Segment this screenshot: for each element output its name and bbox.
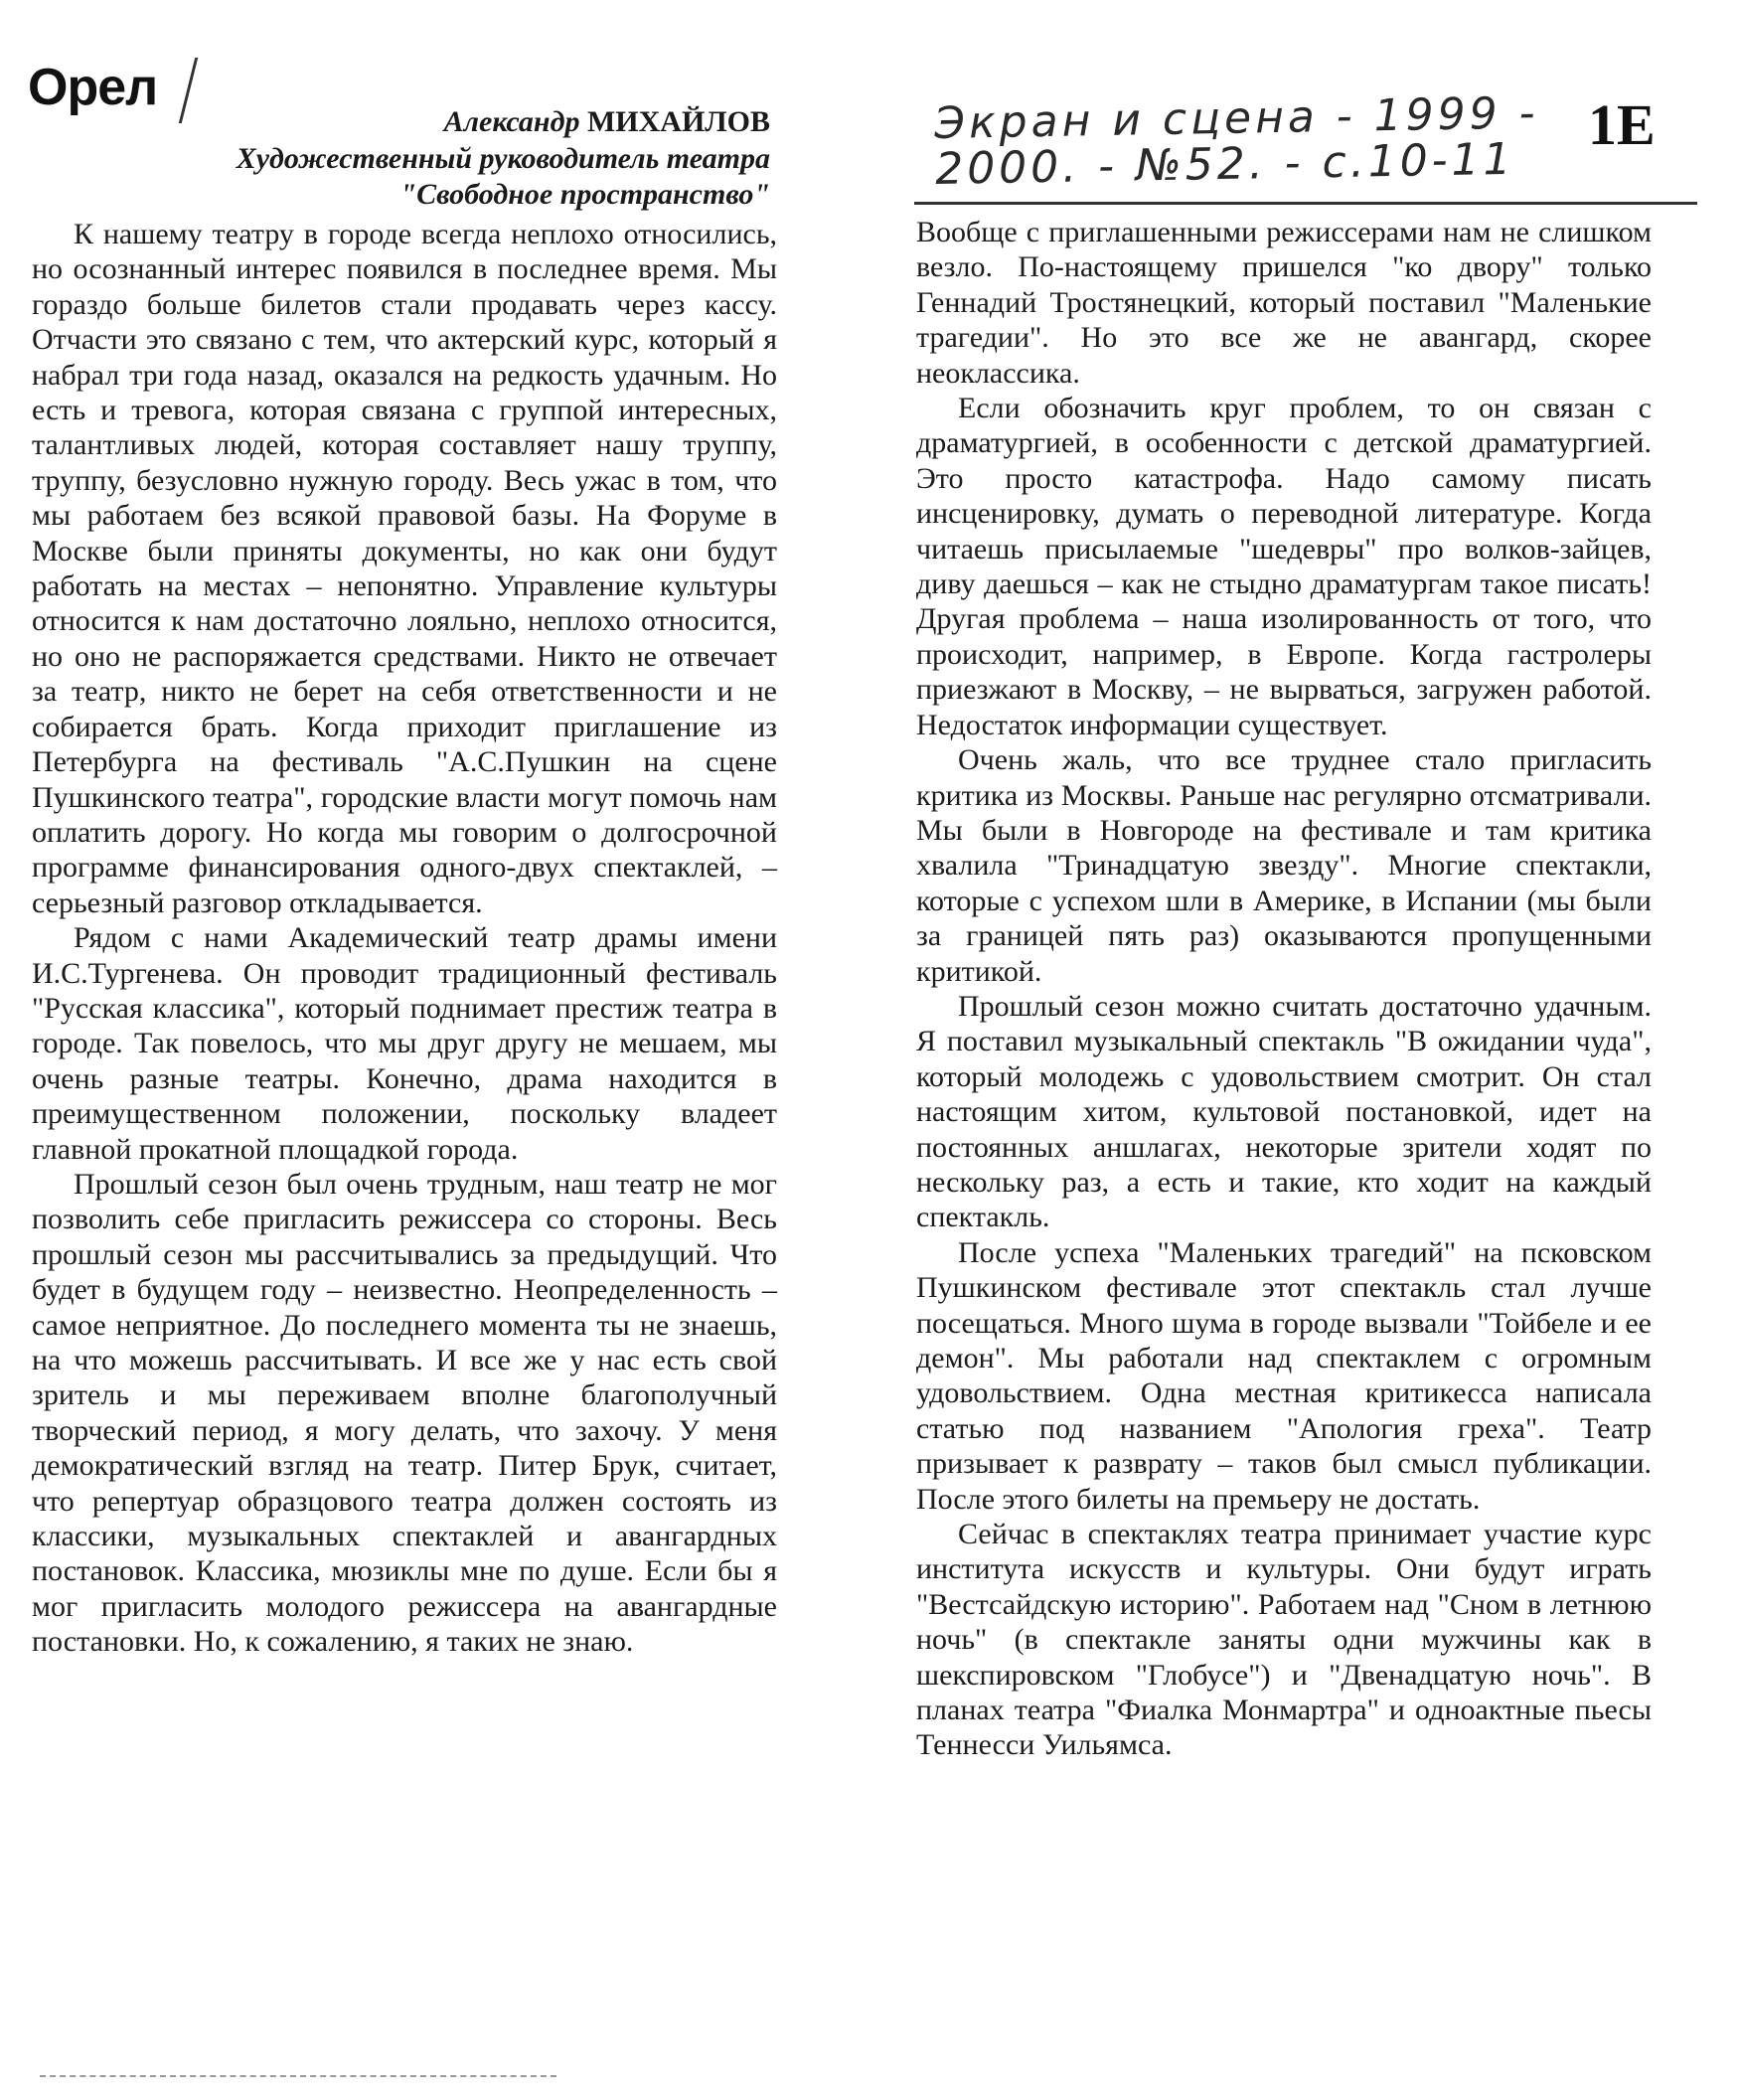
- author-position-line2: "Свободное пространство": [399, 178, 770, 211]
- handwritten-source-note: [933, 87, 1540, 195]
- byline: [237, 103, 770, 213]
- paragraph: После успеха "Маленьких трагедий" на псковском Пушкинском фестивале этот спектакль стал лучше посещаться. Много шума в городе вызвали "Тойбеле и ее демон". Мы работали над спектаклем с огромным удовольствием. Одна местная критикесса написала статью под названием "Апология греха". Театр призывает к разврату – таков был смысл публикации. После этого билеты на премьеру не достать.: [916, 1235, 1652, 1516]
- paragraph: Сейчас в спектаклях театра принимает участие курс института искусств и культуры. Они будут играть "Вестсайдскую историю". Работаем над "Сном в летнюю ночь" (в спектакле заняты одни мужчины как в шекспировском "Глобусе") и "Двенадцатую ночь". В планах театра "Фиалка Монмартра" и одноактные пьесы Теннесси Уильямса.: [916, 1518, 1652, 1762]
- scan-artifact: [40, 2075, 556, 2077]
- paragraph: Вообще с приглашенными режиссерами нам не слишком везло. По-настоящему пришелся "ко двору" только Геннадий Тростянецкий, который поставил "Маленькие трагедии". Но это все же не авангард, скорее неоклассика.: [916, 216, 1652, 390]
- author-name: [237, 103, 770, 141]
- city-heading: Орел: [28, 59, 158, 116]
- paragraph: Очень жаль, что все труднее стало пригласить критика из Москвы. Раньше нас регулярно отсматривали. Мы были в Новгороде на фестивале и там критика хвалила "Тринадцатую звезду". Многие спектакли, которые с успехом шли в Америке, в Испании (мы были за границей пять раз) оказываются пропущенными критикой.: [916, 743, 1652, 988]
- paragraph: Рядом с нами Академический театр драмы имени И.С.Тургенева. Он проводит традиционный фестиваль "Русская классика", который поднимает престиж театра в городе. Так повелось, что мы друг другу не мешаем, мы очень разные театры. Конечно, драма находится в преимущественном положении, поскольку владеет главной прокатной площадкой города.: [32, 921, 777, 1166]
- author-position-line1: Художественный руководитель театра: [236, 142, 770, 175]
- header-rule: [914, 202, 1697, 205]
- article-column-2: [916, 215, 1652, 1763]
- paragraph: К нашему театру в городе всегда неплохо относились, но осознанный интерес появился в последнее время. Мы гораздо больше билетов стали продавать через кассу. Отчасти это связано с тем, что актерский курс, который я набрал три года назад, оказался на редкость удачным. Но есть и тревога, которая связана с группой интересных, талантливых людей, которая составляет нашу труппу, труппу, безусловно нужную городу. Весь ужас в том, что мы работаем без всякой правовой базы. На Форуме в Москве были приняты документы, но как они будут работать на местах – непонятно. Управление культуры относится к нам достаточно лояльно, неплохо относится, но оно не распоряжается средствами. Никто не отвечает за театр, никто не берет на себя ответственности и не собирается брать. Когда приходит приглашение из Петербурга на фестиваль "А.С.Пушкин на сцене Пушкинского театра", городские власти могут помочь нам оплатить дорогу. Но когда мы говорим о долгосрочной программе финансирования одного-двух спектаклей, – серьезный разговор откладывается.: [32, 218, 777, 919]
- author-last-name: МИХАЙЛОВ: [586, 105, 770, 138]
- slash-mark: [179, 58, 208, 123]
- handwritten-line-1: Экран и сцена - 1999 -: [933, 87, 1539, 149]
- author-first-name: Александр: [443, 105, 580, 138]
- handwritten-line-2: 2000. - №52. - с.10-11: [934, 133, 1515, 195]
- paragraph: Прошлый сезон можно считать достаточно удачным. Я поставил музыкальный спектакль "В ожидании чуда", который молодежь с удовольствием смотрит. Он стал настоящим хитом, культовой постановкой, идет на постоянных аншлагах, некоторые зрители ходят по нескольку раз, а есть и такие, кто ходит на каждый спектакль.: [916, 989, 1652, 1234]
- paragraph: Прошлый сезон был очень трудным, наш театр не мог позволить себе пригласить режиссера со стороны. Весь прошлый сезон мы рассчитывались за предыдущий. Что будет в будущем году – неизвестно. Неопределенность – самое неприятное. До последнего момента ты не знаешь, на что можешь рассчитывать. И все же у нас есть свой зритель и мы переживаем вполне благополучный творческий период, я могу делать, что захочу. У меня демократический взгляд на театр. Питер Брук, считает, что репертуар образцового театра должен состоять из классики, музыкальных спектаклей и авангардных постановок. Классика, мюзиклы мне по душе. Если бы я мог пригласить молодого режиссера на авангардные постановки. Но, к сожалению, я таких не знаю.: [32, 1167, 777, 1659]
- catalog-code: 1Е: [1588, 92, 1656, 157]
- article-column-1: [32, 217, 777, 1660]
- paragraph: Если обозначить круг проблем, то он связан с драматургией, в особенности с детской драматургией. Это просто катастрофа. Надо самому писать инсценировку, думать о переводной литературе. Когда читаешь присылаемые "шедевры" про волков-зайцев, диву даешься – как не стыдно драматургам такое писать! Другая проблема – наша изолированность от того, что происходит, например, в Европе. Когда гастролеры приезжают в Москву, – не вырваться, загружен работой. Недостаток информации существует.: [916, 392, 1652, 741]
